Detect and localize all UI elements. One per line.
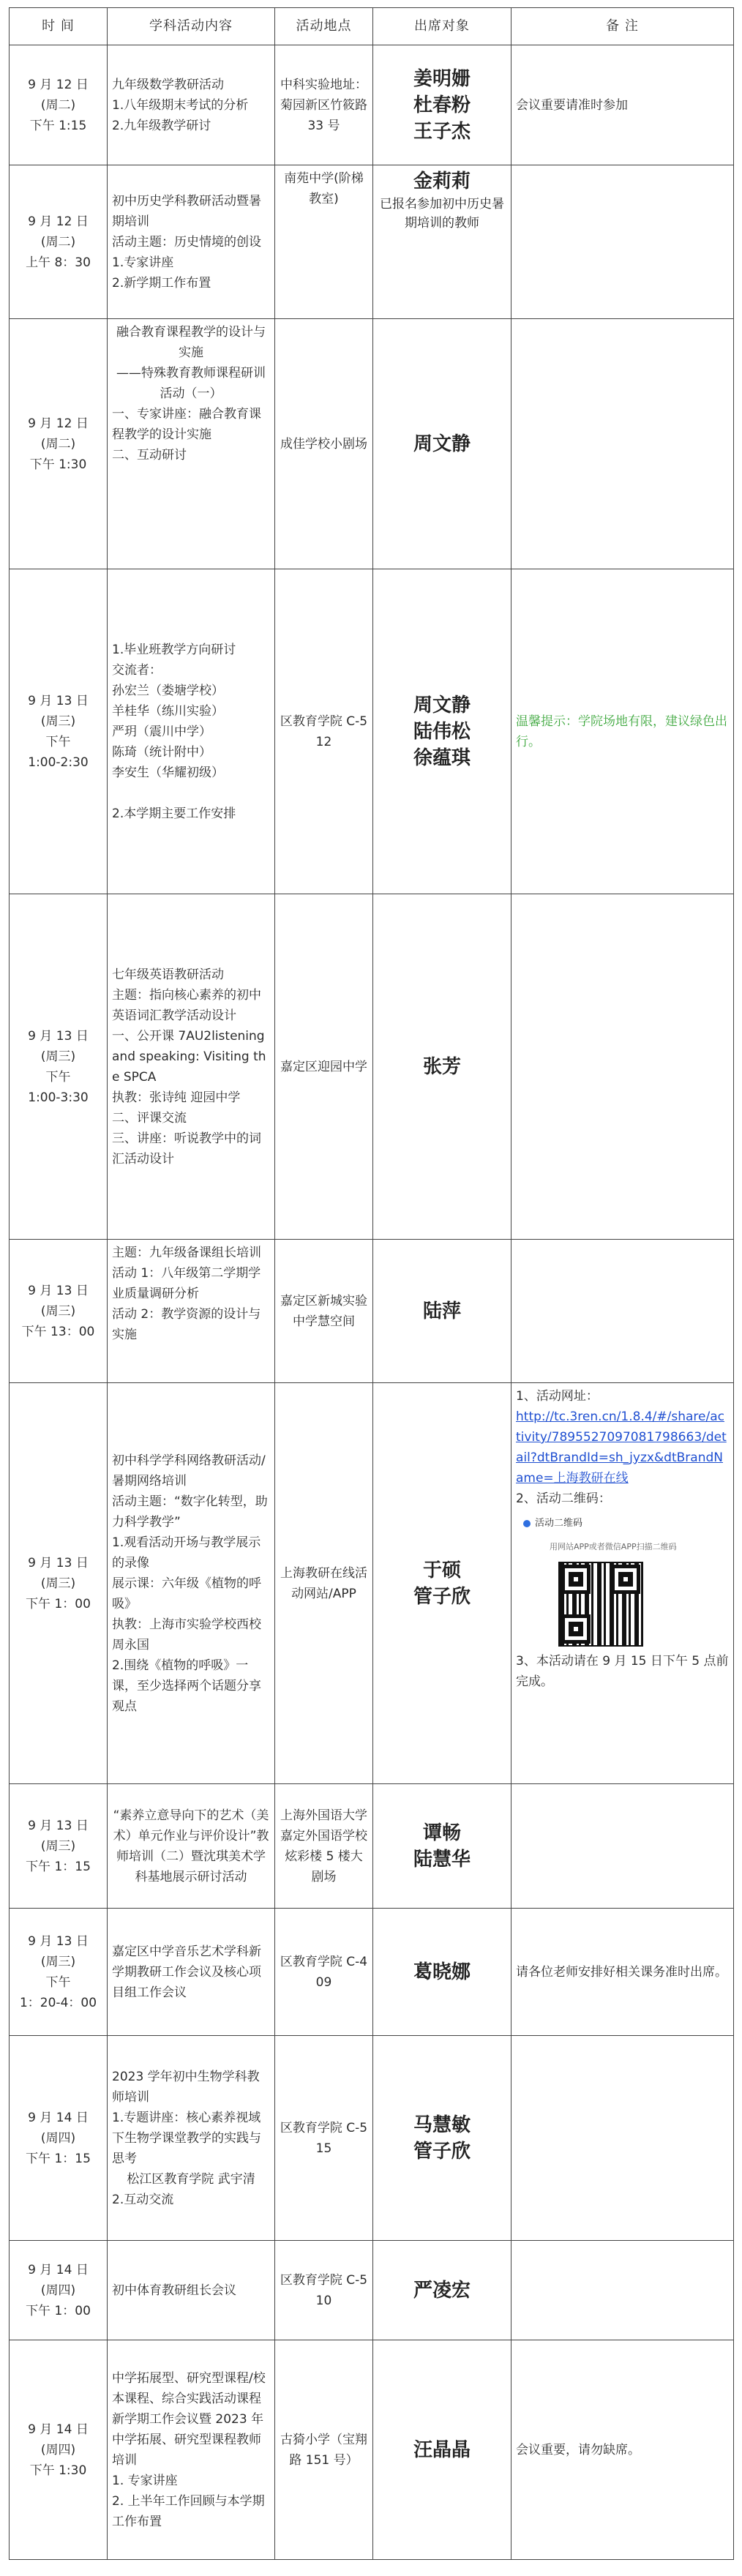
note-cell: [511, 1240, 734, 1383]
time-cell: 9 月 13 日 (周三) 下午 1:00-2:30: [10, 569, 108, 894]
place-cell: 南苑中学(阶梯教室): [275, 165, 373, 319]
place-cell: 区教育学院 C-409: [275, 1909, 373, 2036]
activity-cell: 中学拓展型、研究型课程/校本课程、综合实践活动课程新学期工作会议暨 2023 年中学拓展、研究型课程教师培训 1. 专家讲座 2. 上半年工作回顾与本学期工作布置: [108, 2340, 275, 2560]
attendees-cell: 周文静 陆伟松 徐蕴琪: [373, 569, 511, 894]
time-cell: 9 月 12 日 (周二) 上午 8：30: [10, 165, 108, 319]
attendees-cell: 于硕 管子欣: [373, 1383, 511, 1784]
activity-cell: 七年级英语教研活动 主题：指向核心素养的初中英语词汇教学活动设计 一、公开课 7AU2listening and speaking: Visiting the SPCA 执教：张诗纯 迎园中学 二、评课交流 三、讲座：听说教学中的词汇活动设计: [108, 894, 275, 1240]
time-cell: 9 月 12 日 (周二) 下午 1:15: [10, 45, 108, 165]
time-cell: 9 月 12 日 (周二) 下午 1:30: [10, 319, 108, 569]
note-cell: [511, 569, 734, 894]
activity-cell: 嘉定区中学音乐艺术学科新学期教研工作会议及核心项目组工作会议: [108, 1909, 275, 2036]
time-cell: 9 月 13 日 (周三) 下午 13：00: [10, 1240, 108, 1383]
green-travel-tip: 温馨提示：学院场地有限，建议绿色出行。: [516, 714, 727, 749]
table-row: [10, 2036, 734, 2241]
table-row: [10, 1383, 734, 1784]
activity-cell: 主题：九年级备课组长培训 活动 1：八年级第二学期学业质量调研分析 活动 2：教学资源的设计与实施: [108, 1240, 275, 1383]
qr-logo-icon: [523, 1520, 531, 1527]
note-cell: 1、活动网址： http://tc.3ren.cn/1.8.4/#/share/activity/7895527097081798663/detail?dtBrandId=sh_jyzx&dtBrandName=上海教研在线 2、活动二维码： 活动二维码 用网站APP或者微信APP扫描二维码 3、本活动请在 9 月 15 日下午 5 点前完成。: [511, 1383, 734, 1784]
header-attendees: 出席对象: [373, 8, 511, 45]
note-cell: [511, 2241, 734, 2340]
attendees-cell: 金莉莉 已报名参加初中历史暑期培训的教师: [373, 165, 511, 319]
qr-card: [523, 1513, 729, 1647]
activity-link[interactable]: http://tc.3ren.cn/1.8.4/#/share/activity/7895527097081798663/detail?dtBrandId=sh_jyzx&dtBrandName=上海教研在线: [516, 1409, 727, 1486]
qr-code-icon[interactable]: [558, 1562, 643, 1647]
time-cell: 9 月 14 日 (周四) 下午 1:30: [10, 2340, 108, 2560]
time-cell: 9 月 14 日 (周四) 下午 1：15: [10, 2036, 108, 2241]
place-cell: 嘉定区新城实验中学慧空间: [275, 1240, 373, 1383]
note-cell: [511, 2036, 734, 2241]
table-row: [10, 2340, 734, 2560]
time-cell: 9 月 14 日 (周四) 下午 1：00: [10, 2241, 108, 2340]
activity-cell: 1.毕业班教学方向研讨 交流者： 孙宏兰（娄塘学校） 羊桂华（练川实验） 严玥（震川中学） 陈琦（统计附中） 李安生（华耀初级） 2.本学期主要工作安排: [108, 569, 275, 894]
attendees-cell: 汪晶晶: [373, 2340, 511, 2560]
header-row: [10, 8, 734, 45]
attendees-cell: 严凌宏: [373, 2241, 511, 2340]
place-cell: 区教育学院 C-515: [275, 2036, 373, 2241]
attendees-cell: 张芳: [373, 894, 511, 1240]
activity-cell: 九年级数学教研活动 1.八年级期末考试的分析 2.九年级教学研讨: [108, 45, 275, 165]
activity-cell: 初中体育教研组长会议: [108, 2241, 275, 2340]
attendees-cell: 周文静: [373, 319, 511, 569]
activity-cell: 初中科学学科网络教研活动/暑期网络培训 活动主题：“数字化转型，助力科学教学” 1.观看活动开场与教学展示的录像 展示课：六年级《植物的呼吸》 执教：上海市实验学校西校 周永国 2.围绕《植物的呼吸》一课，至少选择两个话题分享观点: [108, 1383, 275, 1784]
table-row: [10, 165, 734, 319]
note-cell: [511, 319, 734, 569]
attendees-note: 已报名参加初中历史暑期培训的教师: [380, 197, 504, 231]
attendees-cell: 葛晓娜: [373, 1909, 511, 2036]
place-cell: 中科实验地址：菊园新区竹筱路 33 号: [275, 45, 373, 165]
place-cell: 成佳学校小剧场: [275, 319, 373, 569]
place-cell: 上海外国语大学嘉定外国语学校炫彩楼 5 楼大剧场: [275, 1784, 373, 1909]
header-place: 活动地点: [275, 8, 373, 45]
table-row: [10, 1909, 734, 2036]
activity-cell: 2023 学年初中生物学科教师培训 1.专题讲座：核心素养视域下生物学课堂教学的实践与思考 松江区教育学院 武宇清 2.互动交流: [108, 2036, 275, 2241]
activity-cell: “素养立意导向下的艺术（美术）单元作业与评价设计”教师培训（二）暨沈琪美术学科基地展示研讨活动: [108, 1784, 275, 1909]
table-row: [10, 894, 734, 1240]
place-cell: 区教育学院 C-512: [275, 569, 373, 894]
activity-cell: 初中历史学科教研活动暨暑期培训 活动主题：历史情境的创设 1.专家讲座 2.新学期工作布置: [108, 165, 275, 319]
note-cell: [511, 165, 734, 319]
note-cell: 请各位老师安排好相关课务准时出席。: [511, 1909, 734, 2036]
note-cell: [511, 894, 734, 1240]
place-cell: 上海教研在线活动网站/APP: [275, 1383, 373, 1784]
table-row: [10, 1240, 734, 1383]
time-cell: 9 月 13 日 (周三) 下午 1:00-3:30: [10, 894, 108, 1240]
place-cell: 嘉定区迎园中学: [275, 894, 373, 1240]
note-cell: [511, 1784, 734, 1909]
table-row: [10, 1784, 734, 1909]
attendees-cell: 姜明姗 杜春粉 王子杰: [373, 45, 511, 165]
note-cell: 会议重要，请勿缺席。: [511, 2340, 734, 2560]
header-time: 时 间: [10, 8, 108, 45]
attendees-cell: 陆萍: [373, 1240, 511, 1383]
header-activity: 学科活动内容: [108, 8, 275, 45]
header-notes: 备 注: [511, 8, 734, 45]
place-cell: 区教育学院 C-510: [275, 2241, 373, 2340]
note-cell: 会议重要请准时参加: [511, 45, 734, 165]
table-row: [10, 569, 734, 894]
place-cell: 古猗小学（宝翔路 151 号）: [275, 2340, 373, 2560]
time-cell: 9 月 13 日 (周三) 下午 1：00: [10, 1383, 108, 1784]
time-cell: 9 月 13 日 (周三) 下午 1：15: [10, 1784, 108, 1909]
attendees-cell: 马慧敏 管子欣: [373, 2036, 511, 2241]
table-row: [10, 2241, 734, 2340]
schedule-table: [9, 7, 734, 2560]
attendees-cell: 谭畅 陆慧华: [373, 1784, 511, 1909]
table-row: [10, 319, 734, 569]
table-row: [10, 45, 734, 165]
qr-caption: 用网站APP或者微信APP扫描二维码: [550, 1542, 677, 1551]
time-cell: 9 月 13 日 (周三) 下午 1：20-4：00: [10, 1909, 108, 2036]
qr-title: 活动二维码: [535, 1518, 583, 1529]
activity-cell: 融合教育课程教学的设计与实施 ——特殊教育教师课程研训活动（一） 一、专家讲座：融合教育课程教学的设计实施 二、互动研讨: [108, 319, 275, 569]
